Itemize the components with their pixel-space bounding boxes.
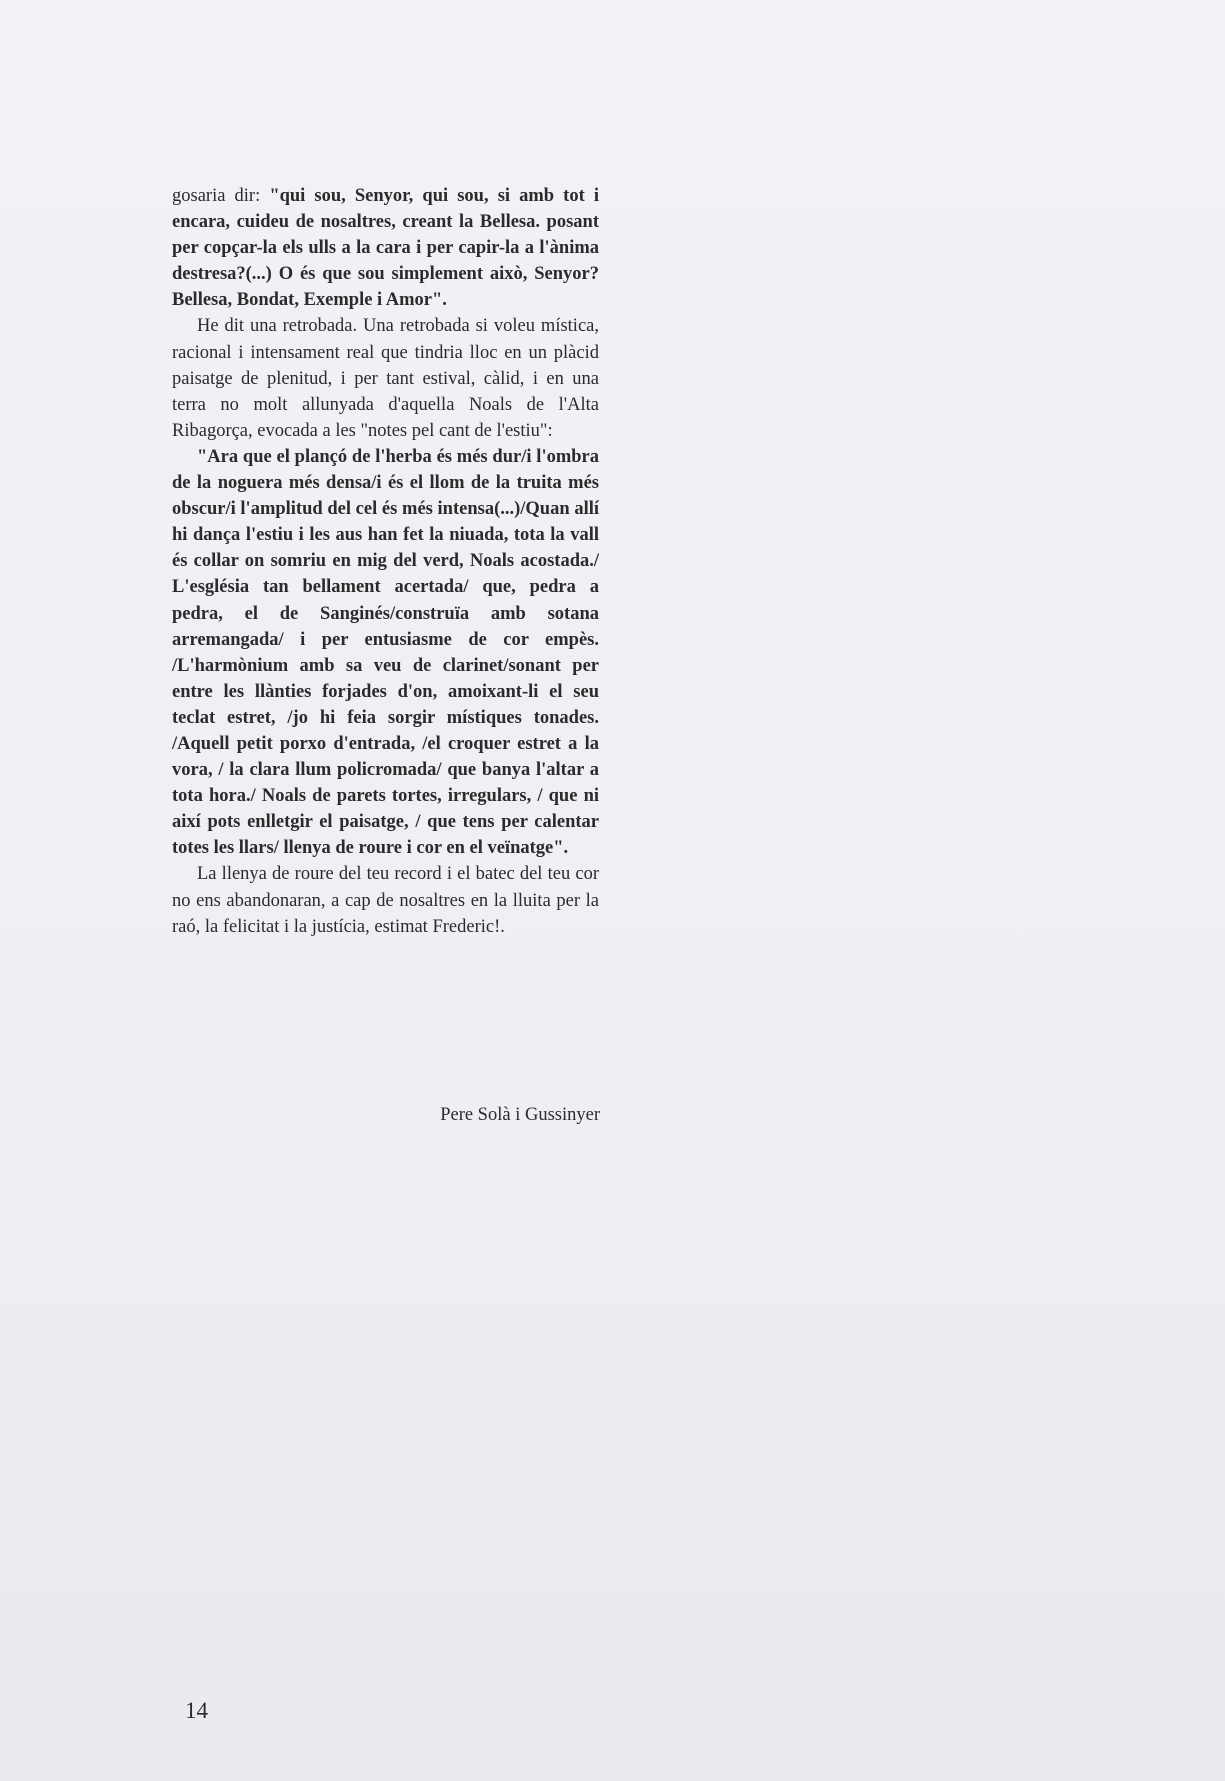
- prayer-quote: "qui sou, Senyor, qui sou, si amb tot i encara, cuideu de nosaltres, creant la Bellesa. posant per copçar-la els ulls a la cara i per capir-la a l'ànima destresa?(...) O és que sou simplement això, Senyor? Bellesa, Bondat, Exemple i Amor".: [172, 186, 599, 311]
- page-number: 14: [185, 1698, 208, 1723]
- article-body: [172, 183, 599, 940]
- author-signature: Pere Solà i Gussinyer: [440, 1105, 600, 1125]
- paragraph-closing: La llenya de roure del teu record i el batec del teu cor no ens abandonaran, a cap de nosaltres en la lluita per la raó, la felicitat i la justícia, estimat Frederic!.: [172, 864, 599, 937]
- poem-quote-noals: "Ara que el plançó de l'herba és més dur/i l'ombra de la noguera més densa/i és el llom de la truita més obscur/i l'amplitud del cel és més intensa(...)/Quan allí hi dança l'estiu i les aus han fet la niuada, tota la vall és collar on somriu en mig del verd, Noals acostada./ L'església tan bellament acertada/ que, pedra a pedra, el de Sanginés/construïa amb sotana arremangada/ i per entusiasme de cor empès. /L'harmònium amb sa veu de clarinet/sonant per entre les llànties forjades d'on, amoixant-li el seu teclat estret, /jo hi feia sorgir místiques tonades. /Aquell petit porxo d'entrada, /el croquer estret a la vora, / la clara llum policromada/ que banya l'altar a tota hora./ Noals de parets tortes, irregulars, / que ni així pots enlletgir el paisatge, / que tens per calentar totes les llars/ llenya de roure i cor en el veïnatge".: [172, 446, 599, 859]
- paragraph-quote-prayer: [172, 183, 599, 313]
- paragraph-retrobada: He dit una retrobada. Una retrobada si voleu mística, racional i intensament real que tindria lloc en un plàcid paisatge de plenitud, i per tant estival, càlid, i en una terra no molt allunyada d'aquella Noals de l'Alta Ribagorça, evocada a les "notes pel cant de l'estiu":: [172, 316, 599, 441]
- quote-lead-in: gosaria dir:: [172, 186, 270, 206]
